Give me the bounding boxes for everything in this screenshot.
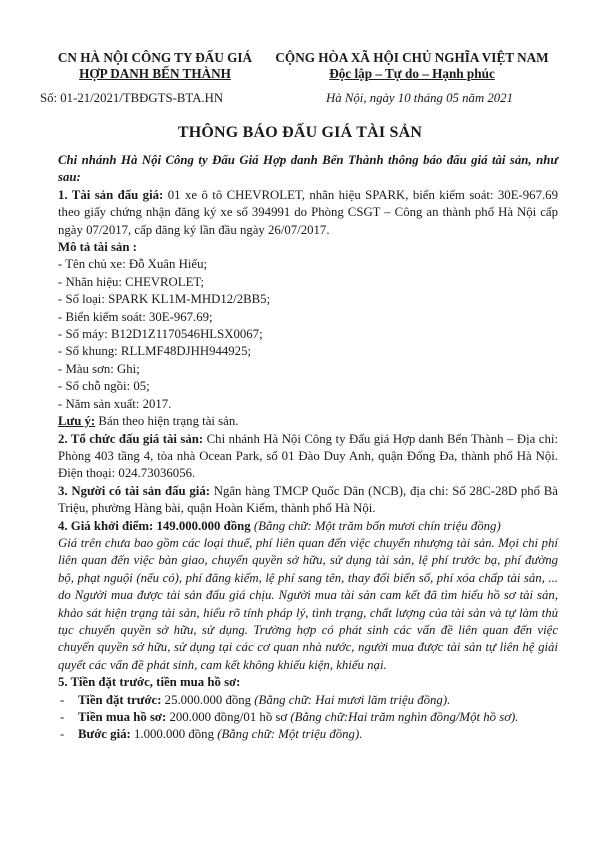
asset-detail-model: - Số loại: SPARK KL1M-MHD12/2BB5; bbox=[58, 292, 271, 307]
section-4-words: (Bằng chữ: Một trăm bốn mươi chín triệu đồng) bbox=[250, 518, 501, 533]
deposit-item: - Tiền đặt trước: 25.000.000 đồng (Bằng chữ: Hai mươi lăm triệu đồng). bbox=[58, 692, 558, 709]
section-1-text: 01 xe ô tô CHEVROLET, nhãn hiệu SPARK, biển kiểm soát: 30E-967.69 theo giấy chứng nhận đăng ký xe số 394991 do Phòng CSGT – Công an thành phố Hà Nội cấp ngày 07/2017, cấp đăng ký lần đầu ngày 26/07/2017. bbox=[58, 187, 558, 237]
section-3-owner bbox=[58, 483, 558, 518]
asset-detail-owner: - Tên chủ xe: Đỗ Xuân Hiếu; bbox=[58, 257, 208, 272]
section-2-label: 2. Tổ chức đấu giá tài sản: bbox=[58, 431, 204, 446]
organization-name-line1: CN HÀ NỘI CÔNG TY ĐẤU GIÁ bbox=[57, 50, 253, 65]
section-4-note: Giá trên chưa bao gồm các loại thuế, phí liên quan đến việc chuyển nhượng tài sản. Mọi chi phí liên quan đến việc bàn giao, chuyển quyền sở hữu, sử dụng tài sản, lệ phí trước bạ, phí đường bộ, phạt nguội (nếu có), phí đăng kiểm, lệ phí sang tên, thay đổi biển số, phí xóa chấp tài sản, ... do Người mua được tài sản đấu giá chịu. Người mua tài sản cam kết đã tìm hiểu hồ sơ tài sản, khảo sát hiện trạng tài sản, hiểu rõ tính pháp lý, tình trạng, chất lượng của tài sản và tự làm thủ tục chuyển quyền sở hữu, sử dụng. Trường hợp có phát sinh các vấn đề liên quan đến việc chuyển quyền sở hữu, sử dụng tại các cơ quan nhà nước, người mua được tài sản tự liên hệ giải quyết các vấn đề phát sinh, cam kết không khiếu kiện, khiếu nại. bbox=[58, 535, 558, 672]
section-2-text: Chi nhánh Hà Nội Công ty Đấu giá Hợp danh Bến Thành – Địa chỉ: Phòng 403 tầng 4, tòa nhà Ocean Park, số 01 Đào Duy Anh, quận Đống Đa, thành phố Hà Nội. Điện thoại: 024.73036056. bbox=[58, 431, 558, 481]
issue-date: Hà Nội, ngày 10 tháng 05 năm 2021 bbox=[326, 91, 513, 105]
reference-number: Số: 01-21/2021/TBĐGTS-BTA.HN bbox=[40, 91, 224, 105]
price-step-item: - Bước giá: 1.000.000 đồng (Bằng chữ: Một triệu đồng). bbox=[58, 726, 558, 743]
section-4-starting-price bbox=[58, 518, 558, 535]
national-title: CỘNG HÒA XÃ HỘI CHỦ NGHĨA VIỆT NAM bbox=[275, 50, 549, 65]
section-4-label: 4. Giá khởi điểm: 149.000.000 đồng bbox=[58, 518, 251, 533]
asset-detail-plate: - Biển kiểm soát: 30E-967.69; bbox=[58, 309, 213, 324]
asset-description-label: Mô tả tài sản : bbox=[58, 240, 137, 255]
section-5-fees: 5. Tiền đặt trước, tiền mua hồ sơ: bbox=[58, 675, 241, 690]
dossier-fee-item: - Tiền mua hồ sơ: 200.000 đồng/01 hồ sơ (Bằng chữ:Hai trăm nghìn đồng/Một hồ sơ). bbox=[58, 709, 558, 726]
organization-header bbox=[40, 50, 270, 82]
document-body bbox=[58, 152, 558, 744]
asset-note bbox=[58, 413, 558, 430]
asset-note-text: Bán theo hiện trạng tài sản. bbox=[95, 414, 239, 429]
section-3-text: Ngân hàng TMCP Quốc Dân (NCB), địa chỉ: Số 28C-28D phố Bà Triệu, phường Hàng bài, quận Hoàn Kiếm, thành phố Hà Nội. bbox=[58, 483, 558, 516]
section-2-organizer bbox=[58, 431, 558, 483]
section-1-label: 1. Tài sản đấu giá: bbox=[58, 187, 164, 202]
asset-detail-chassis: - Số khung: RLLMF48DJHH944925; bbox=[58, 344, 252, 359]
asset-note-label: Lưu ý: bbox=[58, 414, 96, 429]
intro-paragraph: Chi nhánh Hà Nội Công ty Đấu Giá Hợp danh Bến Thành thông báo đấu giá tài sản, như sau: bbox=[58, 153, 558, 185]
asset-detail-seats: - Số chỗ ngồi: 05; bbox=[58, 379, 150, 394]
national-header bbox=[253, 50, 571, 82]
section-3-label: 3. Người có tài sản đấu giá: bbox=[58, 483, 210, 498]
section-1-asset bbox=[58, 187, 558, 239]
asset-detail-engine: - Số máy: B12D1Z1170546HLSX0067; bbox=[58, 327, 263, 342]
national-motto: Độc lập – Tự do – Hạnh phúc bbox=[329, 66, 495, 81]
asset-detail-brand: - Nhãn hiệu: CHEVROLET; bbox=[58, 274, 205, 289]
organization-name-line2: HỢP DANH BẾN THÀNH bbox=[79, 66, 231, 81]
asset-detail-year: - Năm sản xuất: 2017. bbox=[58, 396, 172, 411]
document-title: THÔNG BÁO ĐẤU GIÁ TÀI SẢN bbox=[177, 124, 423, 141]
asset-detail-color: - Màu sơn: Ghi; bbox=[58, 361, 140, 376]
